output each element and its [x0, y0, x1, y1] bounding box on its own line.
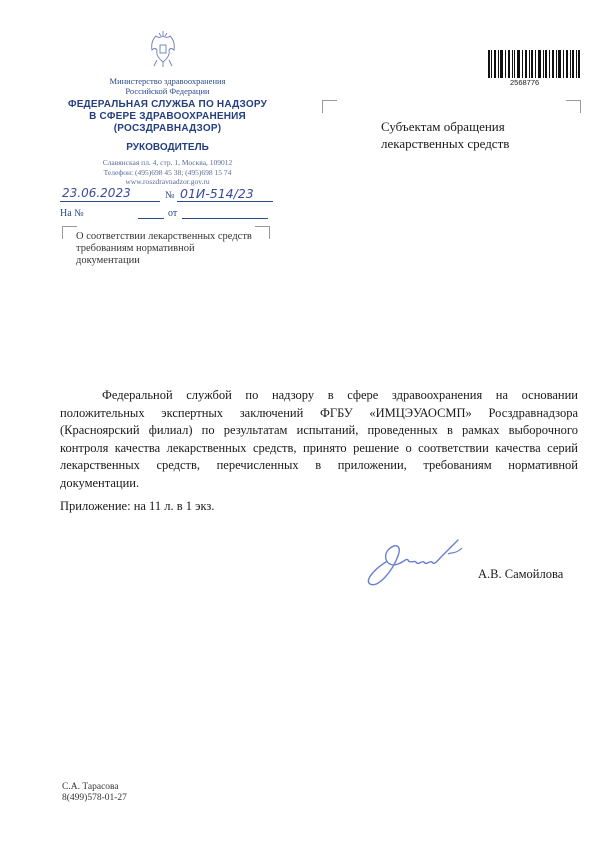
signatory-name: А.В. Самойлова: [478, 567, 564, 581]
recipient-bracket-right: [566, 100, 581, 113]
attachment-note: Приложение: на 11 л. в 1 экз.: [60, 499, 215, 513]
registration-number: 01И-514/23: [180, 186, 254, 201]
date-line: [60, 201, 160, 202]
ref-line: [138, 218, 164, 219]
executor-phone: 8(499)578-01-27: [62, 793, 127, 803]
recipient: Субъектам обращения лекарственных средств: [381, 119, 510, 151]
ref-label: На №: [60, 208, 84, 219]
coat-of-arms-icon: [148, 30, 178, 68]
website: www.roszdravnadzor.gov.ru: [125, 177, 210, 186]
barcode: [488, 50, 580, 78]
registration-date: 23.06.2023: [62, 186, 131, 200]
phone: Телефон: (495)698 45 38; (495)698 15 74: [103, 167, 232, 177]
ministry-line1: Министерство здравоохранения: [109, 76, 226, 86]
executor-name: С.А. Тарасова: [62, 782, 119, 792]
contacts-block: [60, 158, 275, 187]
subject-bracket-right: [255, 226, 270, 239]
subject-bracket-left: [62, 226, 77, 239]
from-label: от: [168, 208, 178, 219]
address: Славянская пл. 4, стр. 1, Москва, 109012: [102, 158, 233, 167]
handwritten-signature: [358, 532, 468, 590]
recipient-bracket-left: [322, 100, 337, 113]
from-line: [182, 218, 268, 219]
agency-line1: ФЕДЕРАЛЬНАЯ СЛУЖБА ПО НАДЗОРУ: [67, 99, 268, 110]
agency-line2: В СФЕРЕ ЗДРАВООХРАНЕНИЯ: [89, 111, 246, 122]
agency-name: [55, 99, 280, 135]
number-sign: №: [165, 190, 175, 201]
barcode-number: 2568776: [510, 78, 540, 87]
number-line: [177, 201, 273, 202]
ministry-name: [60, 76, 275, 96]
executor-block: [62, 782, 127, 804]
ministry-line2: Российской Федерации: [125, 86, 210, 96]
letter-body: Федеральной службой по надзору в сфере здравоохранения на основании положительных экспертных заключений ФГБУ «ИМЦЭУАОСМП» Росздравнадзора (Красноярский филиал) по результатам испытаний, проведенных в рамках выборочного контроля качества лекарственных средств, принято решение о соответствии качества серий лекарственных средств, перечисленных в приложении, требованиям нормативной документации.: [60, 388, 578, 490]
letter-subject: О соответствии лекарственных средств требованиям нормативной документации: [76, 231, 252, 266]
agency-line3: (РОСЗДРАВНАДЗОР): [113, 123, 222, 134]
head-title: РУКОВОДИТЕЛЬ: [126, 142, 209, 153]
